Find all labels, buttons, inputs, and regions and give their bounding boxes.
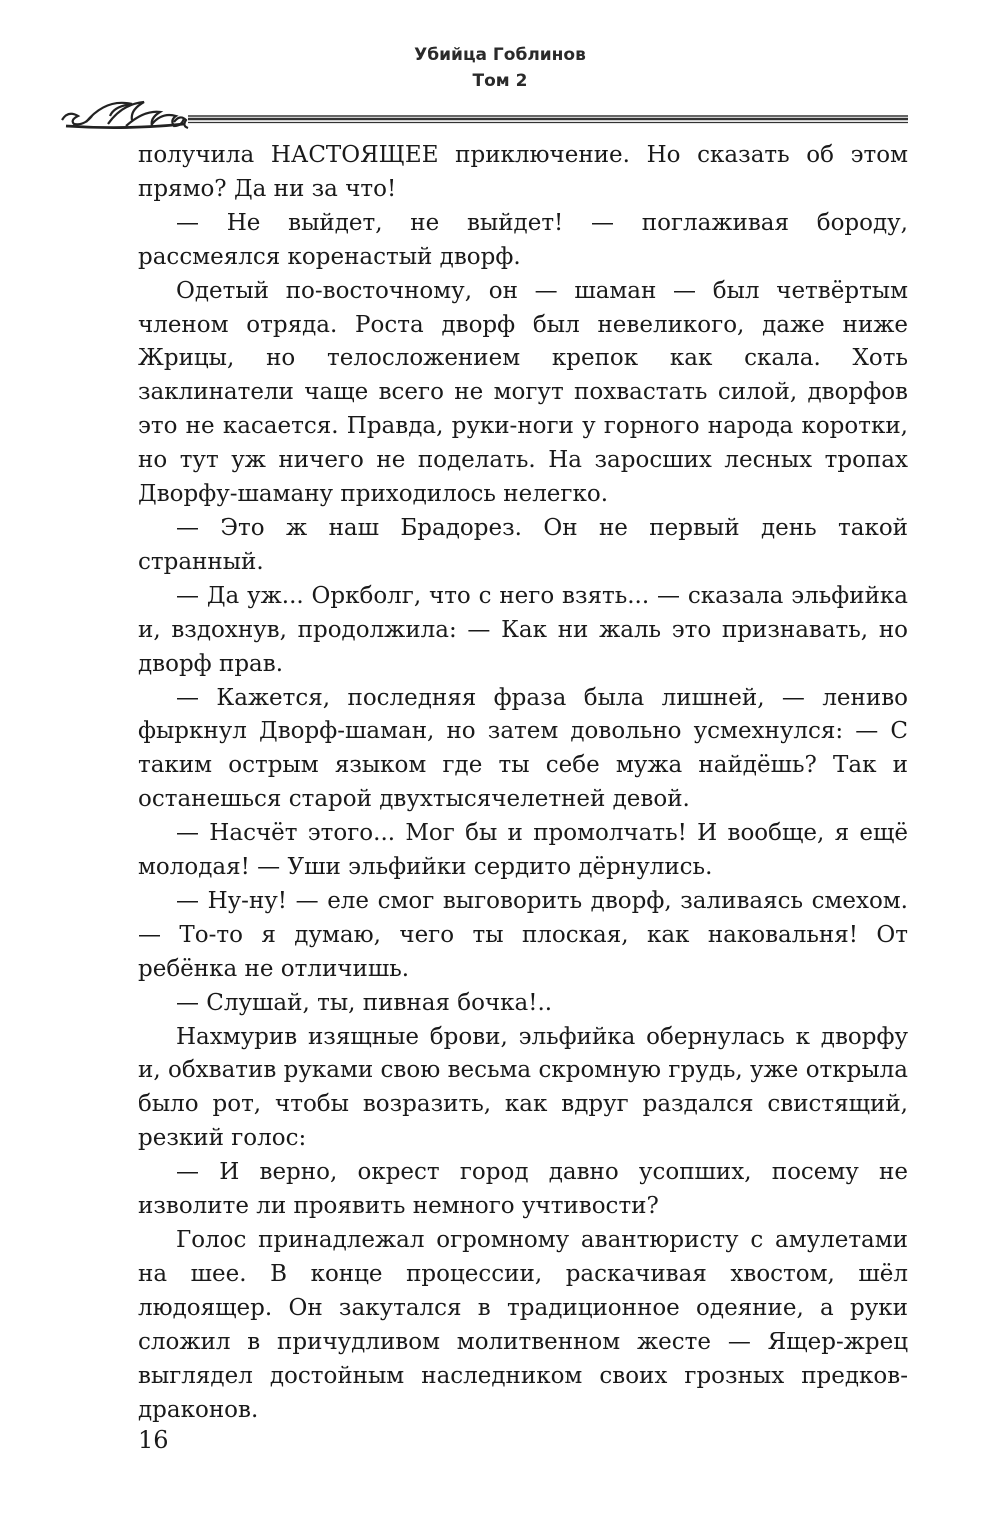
paragraph: Одетый по-восточному, он — шаман — был четвёртым членом отряда. Роста дворф был невеликого, даже ниже Жрицы, но телосложением крепок как скала. Хоть заклинатели чаще всего не могут похвастать силой, дворфов это не касается. Правда, руки-ноги у горного народа коротки, но тут уж ничего не поделать. На заросших лесных тропах Дворфу-шаману приходилось нелегко. — [138, 277, 908, 508]
paragraph: — Насчёт этого... Мог бы и промолчать! И вообще, я ещё молодая! — Уши эльфийки сердито дёрнулись. — [138, 820, 908, 881]
flourish-icon — [62, 102, 188, 128]
paragraph: получила НАСТОЯЩЕЕ приключение. Но сказать об этом прямо? Да ни за что! — [138, 142, 908, 202]
ornament-divider — [56, 96, 908, 136]
paragraph: Нахмурив изящные брови, эльфийка обернулась к дворфу и, обхватив руками свою весьма скромную грудь, уже открыла было рот, чтобы возразить, как вдруг раздался свистящий, резкий голос: — [138, 1023, 908, 1152]
volume-label: Том 2 — [472, 71, 528, 91]
paragraph: Голос принадлежал огромному авантюристу с амулетами на шее. В конце процессии, раскачивая хвостом, шёл людоящер. Он закутался в традиционное одеяние, а руки сложил в причудливом молитвенном жесте — Ящер-жрец выглядел достойным наследником своих грозных предков-драконов. — [138, 1227, 908, 1423]
page-number: 16 — [138, 1426, 169, 1454]
paragraph: — Слушай, ты, пивная бочка!.. — [176, 989, 553, 1016]
paragraph: — Это ж наш Брадорез. Он не первый день такой странный. — [138, 514, 908, 575]
running-head — [0, 42, 1000, 94]
paragraph: — Кажется, последняя фраза была лишней, — лениво фыркнул Дворф-шаман, но затем довольно усмехнулся: — С таким острым языком где ты себе мужа найдёшь? Так и останешься старой двухтысячелетней девой. — [138, 684, 908, 813]
paragraph: — И верно, окрест город давно усопших, посему не изволите ли проявить немного учтивости? — [138, 1159, 908, 1220]
book-title: Убийца Гоблинов — [414, 45, 586, 65]
paragraph: — Не выйдет, не выйдет! — поглаживая бороду, рассмеялся коренастый дворф. — [138, 209, 908, 270]
paragraph: — Ну-ну! — еле смог выговорить дворф, заливаясь смехом. — То-то я думаю, чего ты плоская, как наковальня! От ребёнка не отличишь. — [138, 887, 908, 982]
body-text — [138, 139, 908, 1427]
paragraph: — Да уж... Оркболг, что с него взять... — сказала эльфийка и, вздохнув, продолжила: — Как ни жаль это признавать, но дворф прав. — [138, 582, 908, 677]
